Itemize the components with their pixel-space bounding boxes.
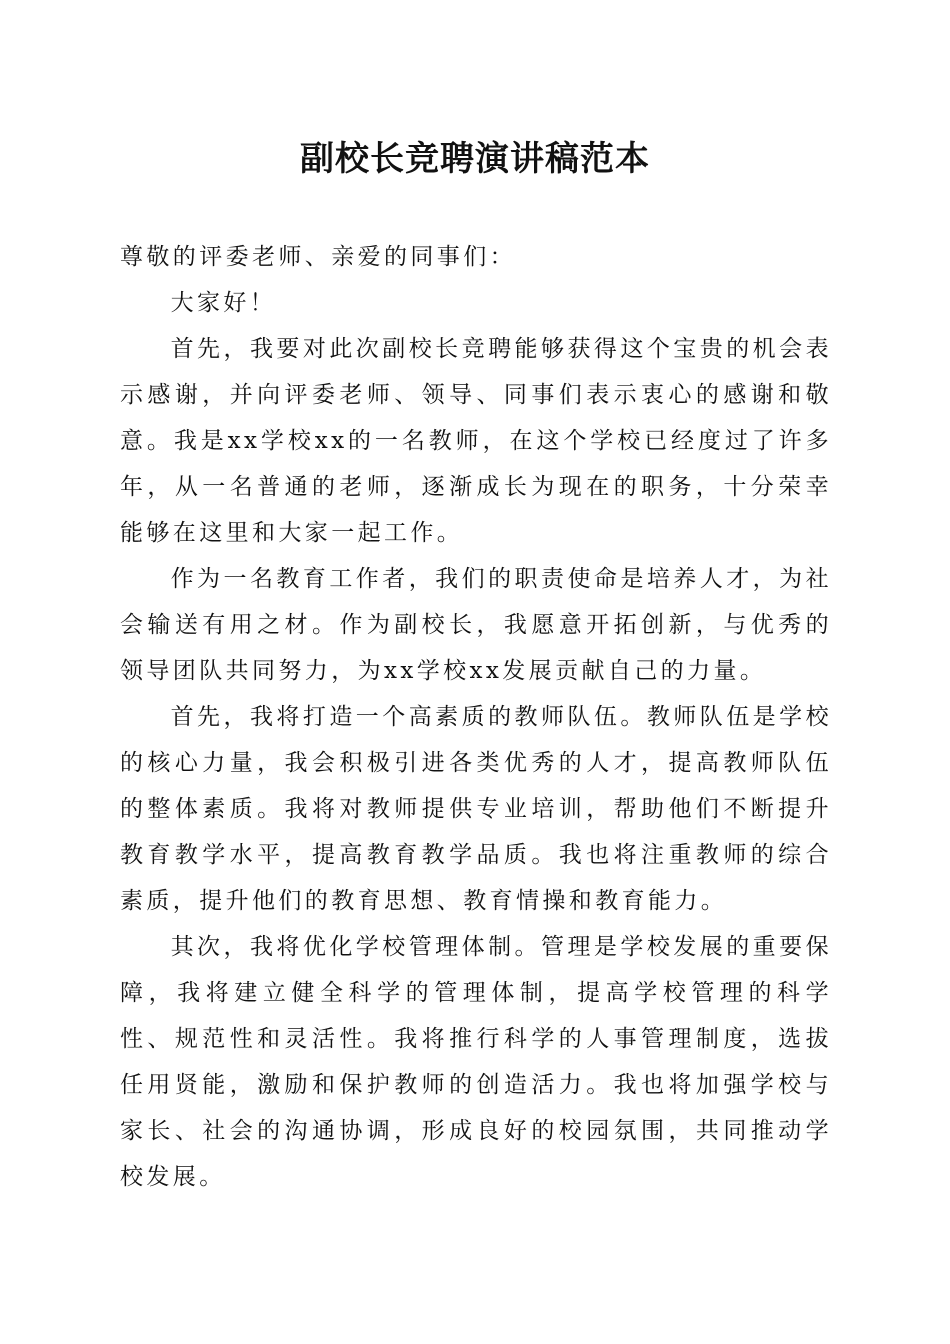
salutation: 尊敬的评委老师、亲爱的同事们： (120, 244, 516, 270)
document-body (120, 234, 832, 1200)
paragraph-3: 首先，我将打造一个高素质的教师队伍。教师队伍是学校的核心力量，我会积极引进各类优秀的人才，提高教师队伍的整体素质。我将对教师提供专业培训，帮助他们不断提升教育教学水平，提高教育教学品质。我也将注重教师的综合素质，提升他们的教育思想、教育情操和教育能力。 (120, 704, 832, 914)
paragraph-1: 首先，我要对此次副校长竞聘能够获得这个宝贵的机会表示感谢，并向评委老师、领导、同事们表示衷心的感谢和敬意。我是xx学校xx的一名教师，在这个学校已经度过了许多年，从一名普通的老师，逐渐成长为现在的职务，十分荣幸能够在这里和大家一起工作。 (120, 336, 832, 546)
document-title: 副校长竞聘演讲稿范本 (300, 139, 650, 179)
greeting: 大家好！ (170, 290, 277, 316)
paragraph-2: 作为一名教育工作者，我们的职责使命是培养人才，为社会输送有用之材。作为副校长，我愿意开拓创新，与优秀的领导团队共同努力，为xx学校xx发展贡献自己的力量。 (120, 566, 832, 684)
paragraph-4: 其次，我将优化学校管理体制。管理是学校发展的重要保障，我将建立健全科学的管理体制，提高学校管理的科学性、规范性和灵活性。我将推行科学的人事管理制度，选拔任用贤能，激励和保护教师的创造活力。我也将加强学校与家长、社会的沟通协调，形成良好的校园氛围，共同推动学校发展。 (120, 934, 832, 1190)
